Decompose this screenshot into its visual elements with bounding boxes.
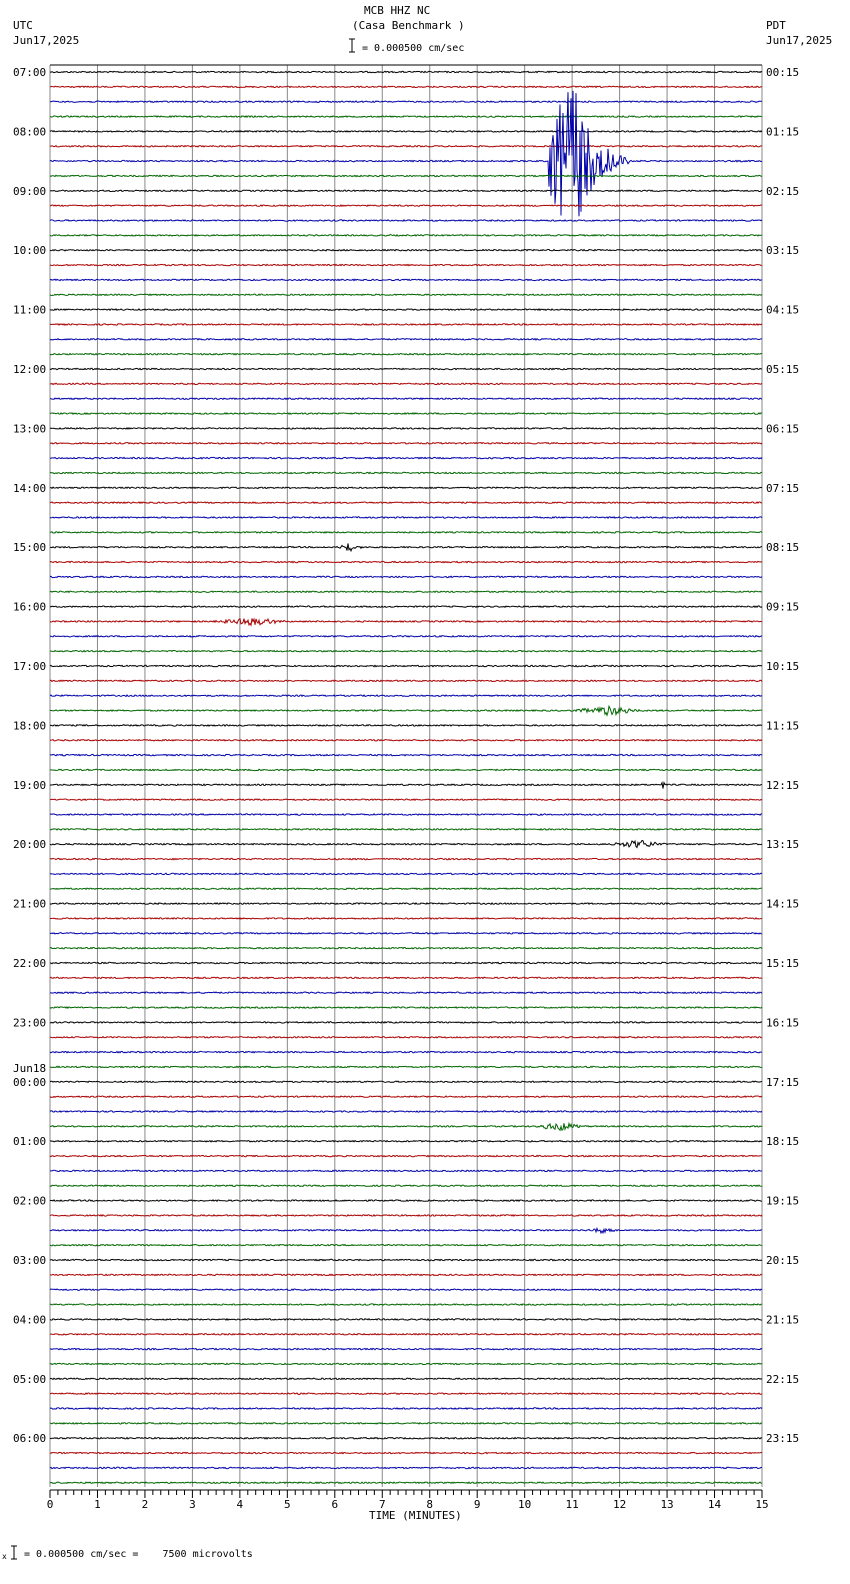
pdt-hour-label: 14:15 [766,897,800,911]
trace-line-41 [50,680,762,681]
date-change-label: Jun18 [13,1061,47,1075]
utc-hour-label: 14:00 [13,481,47,495]
trace-line-86 [50,1348,762,1349]
trace-line-7 [50,175,762,176]
trace-line-6 [50,91,762,216]
utc-hour-label: 22:00 [13,957,47,970]
utc-hour-label: 07:00 [13,66,47,79]
x-axis [47,1490,769,1511]
utc-hour-label: 03:00 [13,1254,47,1267]
trace-line-93 [50,1452,762,1453]
footer-scale-label: = 0.000500 cm/sec = 7500 microvolts [24,1549,253,1560]
trace-line-79 [50,1245,762,1246]
pdt-hour-label: 11:15 [766,719,800,733]
trace-line-85 [50,1334,762,1335]
right-date: Jun17,2025 [766,34,833,47]
pdt-hour-label: 10:15 [766,660,800,673]
x-tick-label: 14 [707,1498,722,1511]
trace-line-95 [50,1482,762,1483]
left-date: Jun17,2025 [13,34,80,47]
trace-line-75 [50,1185,762,1186]
utc-hour-label: 02:00 [13,1194,47,1208]
trace-group [50,71,762,1483]
x-tick-label: 12 [612,1498,627,1511]
trace-line-45 [50,740,762,741]
trace-line-3 [50,116,762,117]
x-tick-label: 4 [236,1498,244,1511]
trace-line-1 [50,86,762,87]
trace-line-27 [50,472,762,473]
pdt-hour-label: 15:15 [766,957,800,970]
x-tick-label: 10 [518,1498,532,1511]
trace-line-24 [50,428,762,429]
station-location: (Casa Benchmark ) [352,19,465,32]
utc-hour-label: 08:00 [13,125,47,139]
x-tick-label: 6 [331,1498,339,1511]
trace-line-2 [50,101,762,102]
scale-bar [349,39,355,52]
x-tick-label: 15 [755,1498,769,1511]
utc-hour-label: 06:00 [13,1432,47,1446]
utc-hour-label: 12:00 [13,363,47,376]
trace-line-25 [50,443,762,444]
x-tick-label: 2 [141,1498,149,1511]
trace-line-29 [50,502,762,503]
utc-hour-label: 20:00 [13,838,47,852]
trace-line-5 [50,146,762,147]
scale-label: = 0.000500 cm/sec [362,43,465,54]
trace-line-90 [50,1408,762,1409]
trace-line-20 [50,368,762,369]
trace-line-72 [50,1141,762,1142]
trace-line-60 [50,962,762,963]
trace-line-89 [50,1393,762,1394]
trace-line-14 [50,279,762,280]
left-timezone: UTC [13,19,33,32]
trace-line-17 [50,324,762,325]
trace-line-77 [50,1215,762,1216]
trace-line-39 [50,651,762,652]
trace-line-19 [50,354,762,355]
pdt-hour-label: 16:15 [766,1016,800,1030]
utc-hour-label: 05:00 [13,1372,47,1386]
time-grid [50,65,762,1487]
trace-line-87 [50,1363,762,1364]
trace-line-44 [50,725,762,726]
x-tick-label: 8 [426,1498,434,1511]
utc-hour-label: 16:00 [13,600,47,614]
trace-line-16 [50,309,762,310]
trace-line-31 [50,532,762,533]
trace-line-32 [50,544,762,551]
trace-line-9 [50,205,762,206]
utc-hour-label: 23:00 [13,1016,47,1030]
x-tick-label: 13 [660,1498,674,1511]
trace-line-52 [50,841,762,848]
pdt-hour-label: 06:15 [766,422,800,436]
x-tick-label: 7 [378,1498,386,1511]
trace-line-34 [50,576,762,577]
trace-line-10 [50,220,762,221]
trace-line-56 [50,903,762,904]
trace-line-22 [50,398,762,399]
pdt-hour-label: 19:15 [766,1194,800,1208]
trace-line-91 [50,1423,762,1424]
trace-line-74 [50,1170,762,1171]
footer-scale-bar [11,1546,17,1559]
utc-hour-label: 18:00 [13,719,47,733]
trace-line-61 [50,977,762,978]
x-tick-label: 3 [189,1498,196,1511]
trace-line-62 [50,992,762,993]
trace-line-48 [50,783,762,789]
trace-line-51 [50,829,762,830]
pdt-hour-label: 23:15 [766,1432,800,1446]
utc-hour-label: 00:00 [13,1075,47,1089]
pdt-hour-label: 00:15 [766,66,800,79]
trace-line-33 [50,561,762,562]
pdt-hour-label: 13:15 [766,838,800,852]
trace-line-13 [50,264,762,265]
trace-line-8 [50,190,762,191]
utc-hour-label: 15:00 [13,541,47,555]
x-tick-label: 9 [473,1498,481,1511]
pdt-hour-label: 04:15 [766,303,800,317]
trace-line-59 [50,948,762,949]
pdt-hour-label: 12:15 [766,778,800,792]
utc-hour-label: 10:00 [13,244,47,258]
trace-line-36 [50,606,762,607]
trace-line-64 [50,1022,762,1023]
trace-line-47 [50,769,762,770]
trace-line-54 [50,873,762,874]
trace-line-63 [50,1007,762,1008]
trace-line-71 [50,1123,762,1130]
trace-line-42 [50,695,762,696]
trace-line-12 [50,250,762,251]
x-tick-label: 0 [46,1498,54,1511]
pdt-hour-label: 09:15 [766,600,800,614]
trace-line-55 [50,888,762,889]
utc-hour-label: 09:00 [13,184,47,198]
trace-line-15 [50,294,762,295]
pdt-hour-label: 18:15 [766,1135,800,1149]
utc-hour-label: 04:00 [13,1313,47,1327]
trace-line-11 [50,235,762,236]
x-tick-label: 5 [284,1498,291,1511]
pdt-hour-label: 17:15 [766,1075,800,1089]
utc-hour-label: 17:00 [13,660,47,673]
x-tick-label: 11 [565,1498,579,1511]
trace-line-26 [50,457,762,458]
pdt-hour-label: 21:15 [766,1313,800,1327]
trace-line-37 [50,619,762,626]
x-axis-label: TIME (MINUTES) [369,1509,462,1522]
trace-line-76 [50,1200,762,1201]
trace-line-38 [50,636,762,637]
trace-line-65 [50,1037,762,1038]
trace-line-43 [50,706,762,715]
trace-line-40 [50,665,762,666]
trace-line-30 [50,517,762,518]
trace-line-88 [50,1378,762,1379]
utc-hour-label: 01:00 [13,1135,47,1149]
trace-line-4 [50,131,762,132]
pdt-hour-label: 22:15 [766,1372,800,1386]
trace-line-23 [50,413,762,414]
trace-line-92 [50,1438,762,1439]
trace-line-81 [50,1274,762,1275]
trace-line-73 [50,1155,762,1156]
trace-line-53 [50,858,762,859]
trace-line-21 [50,383,762,384]
pdt-hour-label: 20:15 [766,1254,800,1267]
x-tick-label: 1 [94,1498,101,1511]
trace-line-18 [50,339,762,340]
utc-hour-label: 21:00 [13,897,47,911]
utc-hour-label: 11:00 [13,303,47,317]
station-title: MCB HHZ NC [364,4,431,17]
trace-line-49 [50,799,762,800]
pdt-hour-label: 02:15 [766,184,800,198]
trace-line-80 [50,1259,762,1260]
pdt-hour-label: 08:15 [766,541,800,555]
trace-line-94 [50,1467,762,1468]
pdt-hour-label: 05:15 [766,363,800,376]
pdt-hour-label: 03:15 [766,244,800,258]
pdt-hour-label: 07:15 [766,481,800,495]
trace-line-68 [50,1081,762,1082]
trace-line-67 [50,1066,762,1067]
trace-line-66 [50,1051,762,1052]
trace-line-82 [50,1289,762,1290]
trace-line-28 [50,487,762,488]
utc-hour-label: 13:00 [13,422,47,436]
trace-line-84 [50,1319,762,1320]
trace-line-78 [50,1228,762,1233]
trace-line-69 [50,1096,762,1097]
right-timezone: PDT [766,19,786,32]
trace-line-50 [50,814,762,815]
trace-line-35 [50,591,762,592]
trace-line-70 [50,1111,762,1112]
trace-line-58 [50,933,762,934]
pdt-hour-label: 01:15 [766,125,800,139]
trace-line-46 [50,754,762,755]
footer-scale-prefix: x [2,1552,7,1561]
trace-line-0 [50,71,762,72]
trace-line-57 [50,918,762,919]
trace-line-83 [50,1304,762,1305]
utc-hour-label: 19:00 [13,778,47,792]
